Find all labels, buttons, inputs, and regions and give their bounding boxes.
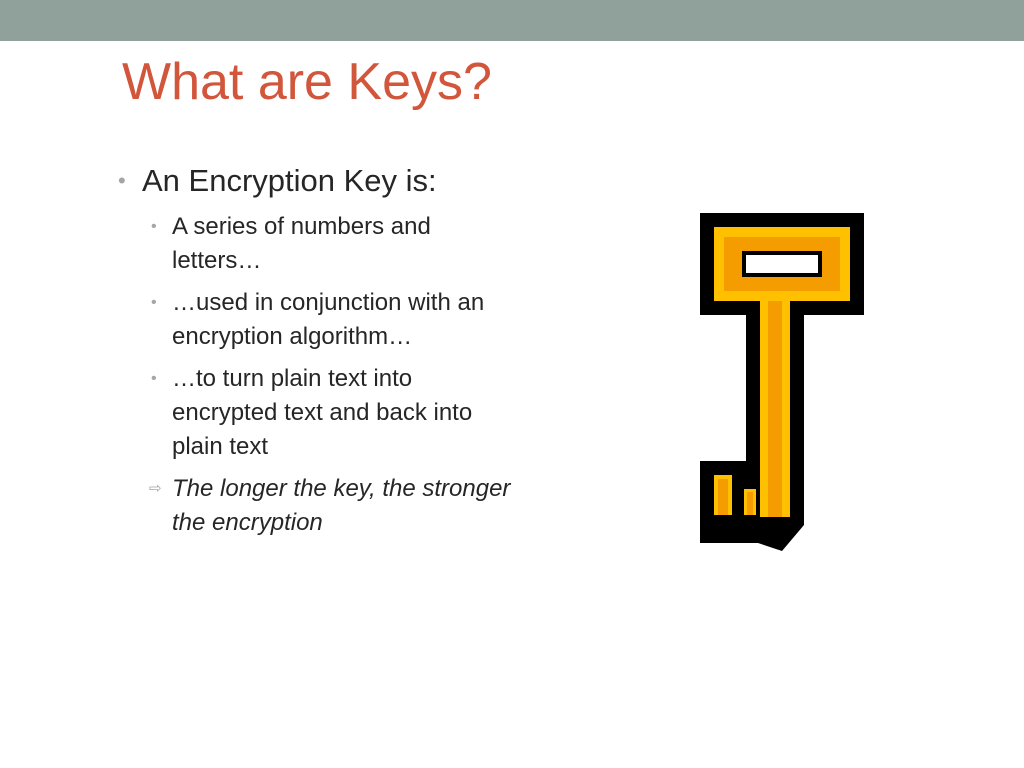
sub-bullet-marker: • (151, 370, 157, 387)
sub-bullet-text: The longer the key, the stronger the encryption (172, 475, 511, 536)
key-tooth-outer-shade (718, 479, 728, 515)
sub-bullet-marker: • (151, 218, 157, 235)
arrow-marker-icon: ⇨ (149, 480, 162, 497)
sub-bullet-conclusion (118, 472, 522, 540)
sub-bullet-algorithm (118, 286, 522, 354)
bullet-marker: • (118, 168, 126, 193)
bullet-text: An Encryption Key is: (142, 163, 437, 198)
key-hole (746, 255, 818, 273)
slide-title: What are Keys? (122, 53, 492, 111)
sub-bullet-text: …to turn plain text into encrypted text and back into plain text (172, 365, 473, 460)
sub-bullet-plain-text (118, 362, 522, 464)
key-icon (700, 213, 864, 551)
key-shaft-shade (768, 301, 782, 517)
sub-bullet-series (118, 210, 522, 278)
sub-bullet-marker: • (151, 294, 157, 311)
header-band (0, 0, 1024, 41)
bullet-list (118, 162, 518, 540)
sub-bullet-text: A series of numbers and letters… (172, 213, 431, 274)
key-tooth-inner-shade (747, 492, 753, 515)
sub-bullet-text: …used in conjunction with an encryption algorithm… (172, 289, 485, 350)
bullet-item-encryption-key (118, 162, 518, 200)
